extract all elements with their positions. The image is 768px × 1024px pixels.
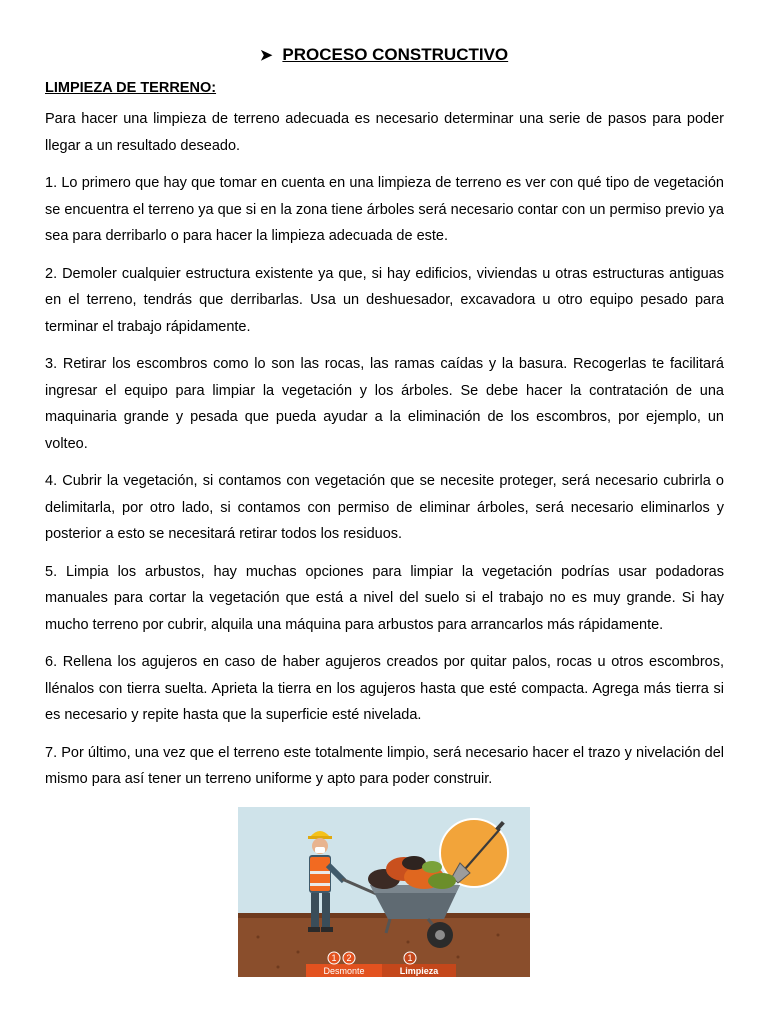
tab-label-limpieza: Limpieza — [399, 966, 439, 976]
paragraph-step-7: 7. Por último, una vez que el terreno este totalmente limpio, será necesario hacer el trazo y nivelación del mismo para así tener un terreno uniforme y apto para poder construir. — [45, 744, 724, 787]
worker-wheelbarrow-illustration — [238, 807, 530, 977]
paragraph-step-4: 4. Cubrir la vegetación, si contamos con vegetación que se necesite proteger, será necesario cubrirla o delimitarla, por otro lado, si contamos con permiso de eliminar árboles, será necesario eliminarlos y posterior a esto se necesitará retirar todos los residuos. — [45, 473, 724, 542]
paragraph-step-1: 1. Lo primero que hay que tomar en cuenta en una limpieza de terreno es ver con qué tipo de vegetación se encuentra el terreno ya que si en la zona tiene árboles será necesario contar con un permiso previo ya sea para derribarlo o para hacer la limpieza adecuada de este. — [45, 175, 724, 244]
section-heading: LIMPIEZA DE TERRENO: — [45, 80, 217, 96]
paragraph-step-5: 5. Limpia los arbustos, hay muchas opciones para limpiar la vegetación podrías usar podadoras manuales para cortar la vegetación que está a nivel del suelo si el trabajo no es muy grande. Si hay mucho terreno por cubrir, alquila una máquina para arbustos para arrancarlos más rápidamente. — [45, 563, 724, 633]
body-text — [45, 106, 724, 804]
step-badge: 1 — [331, 953, 337, 963]
paragraph-intro: Para hacer una limpieza de terreno adecuada es necesario determinar una serie de pasos para poder llegar a un resultado deseado. — [45, 111, 724, 154]
paragraph-step-6: 6. Rellena los agujeros en caso de haber agujeros creados por quitar palos, rocas u otros escombros, llénalos con tierra suelta. Aprieta la tierra en los agujeros hasta que esté compacta. Agrega más tierra si es necesario y repite hasta que la superficie esté nivelada. — [45, 654, 724, 723]
step-badge: 2 — [346, 953, 352, 963]
paragraph-step-3: 3. Retirar los escombros como lo son las rocas, las ramas caídas y la basura. Recogerlas te facilitará ingresar el equipo para limpiar la vegetación y los árboles. Se debe hacer la contratación de una maquinaria grande y pesada que pueda ayudar a la eliminación de los escombros, por ejemplo, un volteo. — [45, 356, 724, 452]
paragraph-step-2: 2. Demoler cualquier estructura existente ya que, si hay edificios, viviendas u otras estructuras antiguas en el terreno, tendrás que derribarlas. Usa un deshuesador, excavadora u otro equipo pesado para terminar el trabajo rápidamente. — [45, 265, 724, 335]
page-title: ➤ PROCESO CONSTRUCTIVO — [259, 45, 509, 64]
illustration-figure — [238, 807, 530, 977]
arrowhead-bullet-icon: ➤ — [259, 47, 273, 64]
tab-label-desmonte: Desmonte — [323, 966, 365, 976]
step-badge: 1 — [407, 953, 413, 963]
